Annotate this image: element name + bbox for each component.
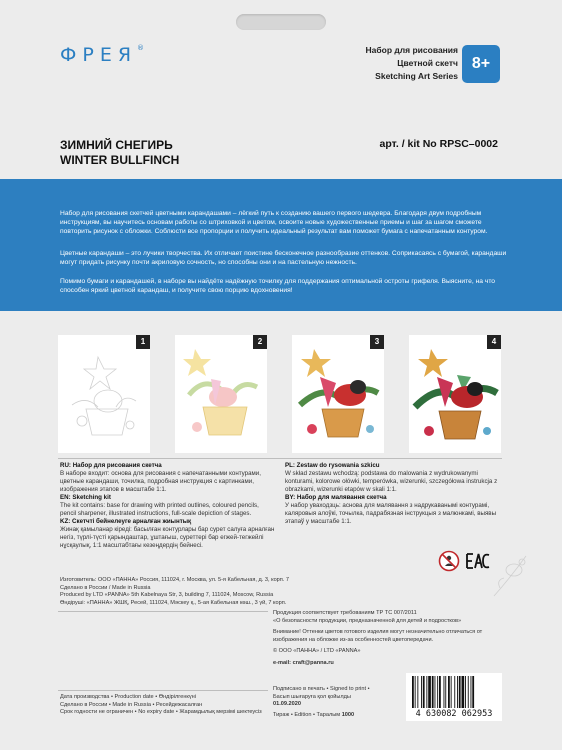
stage-4-image — [409, 335, 501, 453]
divider — [58, 458, 502, 459]
maker-line-1: Изготовитель: ООО «ПАННА» Россия, 111024, г. Москва, ул. 5-я Кабельная, д. 3, корп. 7 — [60, 577, 290, 583]
series-info — [366, 44, 458, 83]
kit-by-heading: BY: Набор для малявання скетча — [285, 494, 387, 501]
series-line-3: Sketching Art Series — [375, 71, 458, 81]
stage-number: 3 — [370, 335, 384, 349]
stage-4-drawing — [409, 335, 501, 453]
signed-line-1: Подписано в печать • Signed to print • — [273, 686, 370, 692]
brand-logo: ФРЕЯ® — [60, 44, 145, 66]
kit-pl-text: W skład zestawu wchodzą: podstawa do malowania z wydrukowanymi konturami, kolorowe ołówki, temperówka, wizerunki, szczegółowa instrukcja z obrazkami, wizerunki etapów w skali 1:1. — [285, 470, 498, 493]
stage-number: 2 — [253, 335, 267, 349]
title-ru: ЗИМНИЙ СНЕГИРЬ — [60, 138, 173, 152]
stage-3-image — [292, 335, 384, 453]
stage-number: 4 — [487, 335, 501, 349]
hanger-hole — [236, 14, 326, 30]
kit-en-text: The kit contains: base for drawing with printed outlines, coloured pencils, pencil sharpener, illustrated instructions, full-scale depiction of stages. — [60, 502, 259, 517]
manufacturer-info — [60, 577, 400, 607]
bird-decoration-icon — [490, 548, 530, 605]
compliance-line-1: Продукция соответствует требованиям ТР ТС 007/2011 — [273, 610, 417, 616]
color-warning: Внимание! Оттенки цветов готового изделия могут незначительно отличаться от изображения на обложке из-за особенностей цветопередачи. — [273, 629, 483, 643]
product-title — [60, 138, 179, 168]
kit-kz-heading: KZ: Скетчті бейнелеуге арналған жиынтық — [60, 518, 192, 525]
series-line-1: Набор для рисования — [365, 45, 458, 55]
kit-by-text: У набор уваходзць: аснова для малявання з надрукаванымі контурамі, каляровыя алоўкі, точылка, падрабязная інструкцыя з малюнкамі, выявы этапаў у масштабе 1:1. — [285, 502, 497, 525]
eac-mark — [466, 553, 490, 574]
barcode — [406, 673, 502, 721]
title-en: WINTER BULLFINCH — [60, 153, 180, 167]
article-number: арт. / kit No RPSC–0002 — [379, 138, 498, 150]
description-p3: Помимо бумаги и карандашей, в наборе вы найдёте надёжную точилку для поддержания оптимальной остроты грифеля. Выясните, на что способен яркий цветной карандаш, и получите свою порцию вдохновения! — [60, 278, 496, 294]
description-p2: Цветные карандаши – это лучики творчества. Их отличает поистине бесконечное разнообразие оттенков. Соприкасаясь с бумагой, карандаши могут придать рисунку почти акриловую сочность, но способны они и на пастельную нежность. — [60, 250, 507, 266]
compliance-line-2: «О безопасности продукции, предназначенной для детей и подростков» — [273, 617, 462, 624]
description-band — [0, 179, 562, 311]
kit-ru-text: В наборе входит: основа для рисования с напечатанными контурами, цветные карандаши, точилка, подробная инструкция с картинками, изображения этапов в масштабе 1:1. — [60, 470, 261, 493]
kit-kz-text: Жинақ қамыланар кіреді: басылған контурлары бар сурет салуға арналған негіз, түрлі-түсті қарындаштар, ұштағыш, суреттері бар егжей-тегжейлі нұсқаулық, 1:1 масштабтағы кезеңдердің бейнесі. — [60, 526, 275, 549]
made-in: Сделано в России • Made in Russia • Ресейдежасалған — [60, 701, 203, 708]
expiry: Срок годности не ограничен • No expiry date • Жарамдылық мерзімі шектеусіз — [60, 709, 262, 716]
edition: Тираж • Edition • Таралым 1000 — [273, 711, 355, 718]
stage-2-drawing — [175, 335, 267, 453]
kit-left-column — [60, 462, 276, 550]
stage-number: 1 — [136, 335, 150, 349]
divider — [58, 690, 268, 691]
barcode-digits: 4 630082 062953 — [415, 709, 493, 719]
production-date: Дата производства • Production date • Өндірілгенкүні — [60, 694, 196, 700]
print-info — [273, 686, 403, 719]
barcode-bars — [412, 676, 496, 708]
kit-right-column — [285, 462, 503, 526]
maker-line-3: Produced by LTD «PANNA» 5th Kabelnaya Str, 3, building 7, 111024, Moscow, Russia — [60, 592, 274, 599]
age-badge: 8+ — [462, 45, 500, 83]
no-small-children-icon — [438, 550, 460, 577]
compliance-info — [273, 610, 505, 668]
signed-date: 01.09.2020 — [273, 701, 301, 708]
stage-1-image — [58, 335, 150, 453]
maker-line-2: Сделано в России / Made in Russia — [60, 584, 151, 591]
stage-3-drawing — [292, 335, 384, 453]
copyright: © ООО «ПАННА» / LTD «PANNA» — [273, 648, 361, 655]
contact-email: e-mail: craft@panna.ru — [273, 659, 334, 666]
kit-pl-heading: PL: Zestaw do rysowania szkicu — [285, 462, 380, 469]
production-info — [60, 694, 268, 717]
kit-ru-heading: RU: Набор для рисования скетча — [60, 462, 162, 469]
kit-en-heading: EN: Sketching kit — [60, 494, 111, 501]
maker-line-4: Өндіруші: «ПАННА» ЖШҚ, Ресей, 111024, Мәскеу қ., 5-ая Кабельная көш., 3 үй, 7 корп. — [60, 599, 287, 606]
divider — [58, 611, 268, 612]
series-line-2: Цветной скетч — [397, 58, 458, 68]
stage-2-image — [175, 335, 267, 453]
description-p1: Набор для рисования скетчей цветными карандашами – лёгкий путь к созданию вашего первого шедевра. Благодаря двум подробным инструкциям, вы научитесь основам работы со штриховкой и цветом, освоите новые художественные приемы и шаг за шагом сможете повторить рисунок с обложки. Соблюсти все пропорции и получить идеальный результат вам поможет бумага с напечатанным контуром. — [60, 210, 488, 235]
stage-1-outline — [58, 335, 150, 453]
signed-line-2: Басып шығаруға қол қойылды — [273, 693, 351, 700]
